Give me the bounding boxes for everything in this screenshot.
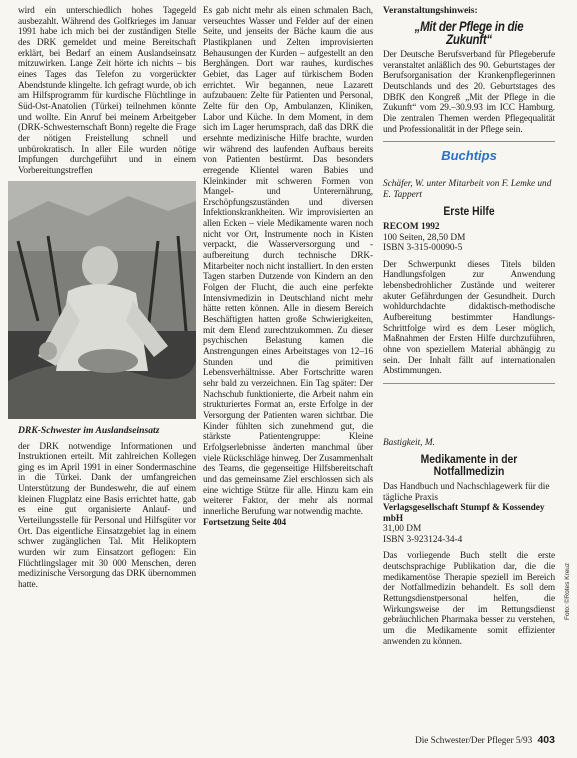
- column-middle: [203, 6, 373, 528]
- photo-illustration: [8, 181, 196, 419]
- event-hint-title: „Mit der Pflege in die Zukunft“: [414, 18, 524, 47]
- body-paragraph: Es gab nicht mehr als einen schmalen Bach, verseuchtes Wasser und Felder auf der einen Seite, und jenseits der Bäche kaum die aus Plastikplanen und Zelten improvisierten Behausungen der Kurden – aufgestellt an den Berghängen. Dort war rauhes, kurdisches Gebiet, das Lager auf türkischem Boden errichtet. Wir begannen, neue Lazarett aufzubauen: Zelte für Patienten und Personal, Zelte für den Op, Ambulanzen, Kliniken, Labor und Küche. In dem Moment, in dem sich im Lager herumsprach, daß das DRK die ersehnte medizinische Hilfe brachte, wurden wir während des laufenden Aufbaus bereits von Patienten bestürmt. Das besonders erregende Klientel waren Babies und Kleinkinder mit schweren Formen von Mangel- und Unterernährung, Erschöpfungszuständen und diversen Infektionskrankheiten. Wir improvisierten an allen Ecken – viele Medikamente waren noch nicht vor Ort, Instrumente noch in Kisten verpackt, die Wasserversorgung und -aufbereitung durch technische DRK-Mitarbeiter noch nicht installiert. In den ersten Tagen starben Dutzende von Kindern an den Folgen der Flucht, die auch eine perfekte Intensivmedizin in Deutschland nicht mehr hätte retten können. Alle in diesem Bereich Beschäftigten hatten große Schwierigkeiten, mit dem Elend zurechtzukommen. Zu dieser psychischen Belastung kamen die Anstrengungen eines Arbeitstages von 12–16 Stunden und die primitiven Lebensverhältnisse. Aber Fortschritte waren sehr bald zu verzeichnen. Ein Tag später: Der Nachschub funktionierte, die Arbeit nahm ein strukturiertes Format an, erste Erfolge in der Versorgung der Patienten waren sichtbar. Die Kinder fühlten sich zunehmend gut, die stärkste Patientengruppe: Kleine Erfolgserlebnisse änderten manchmal über viele Rückschläge hinweg. Der Zusammenhalt des Teams, die gegenseitige Hilfsbereitschaft und das gemeinsame Ziel erschlossen sich als eine wichtige Stütze für alle. Hinzu kam ein weiterer Faktor, der mehr als normal innerliche Berufung war notwendig machte.: [203, 6, 373, 517]
- journal-reference: Die Schwester/Der Pfleger 5/93: [415, 735, 533, 745]
- body-paragraph: der DRK notwendige Informationen und Instruktionen erteilt. Mit zahlreichen Kollegen ging es im April 1991 in einer Sondermaschine in die Türkei. Dank der umfangreichen Unterstützung der Bundeswehr, die auf einem kleinen Flugplatz eine Basis errichtet hatte, gab es eine gut organisierte Anlauf- und Verteilungsstelle für Personal und Hilfsgüter vor Ort. Das eigentliche Einsatzgebiet lag in einem schwer zugänglichen Tal. Mit Helikoptern wurden wir zum Einsatzort geflogen: Ein Flüchtlingslager mit 30 000 Menschen, deren medizinische Versorgung das DRK übernommen hatte.: [18, 441, 196, 591]
- book-details: 100 Seiten, 28,50 DM: [383, 232, 466, 243]
- book-review-1: [383, 179, 555, 377]
- book-authors: Schäfer, W. unter Mitarbeit von F. Lemke und E. Tappert: [383, 179, 552, 200]
- photo-drk-nurse: [8, 181, 196, 419]
- book-title: Erste Hilfe: [443, 206, 495, 219]
- divider: [383, 141, 555, 142]
- photo-credit: Foto: ©Rotes Kreuz: [564, 562, 571, 620]
- book-authors: Bastigkeit, M.: [383, 437, 435, 448]
- photo-caption: DRK-Schwester im Auslandseinsatz: [18, 424, 160, 436]
- book-review-2: [383, 438, 555, 647]
- event-hint-label: Veranstaltungshinweis:: [383, 6, 478, 16]
- book-details: 31,00 DM: [383, 524, 422, 535]
- divider: [383, 383, 555, 384]
- book-review-text: Das vorliegende Buch stellt die erste deutschsprachige Publikation dar, die die medikamentöse Therapie speziell im Bereich der Notfallmedizin behandelt. Es soll dem Rettungsdienstpersonal helfen, die Wirkungsweise der im Rettungsdienst gebräuchlichen Pharmaka besser zu verstehen, um die Medikamente somit effizienter anwenden zu können.: [383, 551, 555, 647]
- book-isbn: ISBN 3-923124-34-4: [383, 534, 463, 545]
- event-hint-text: Der Deutsche Berufsverband für Pflegeberufe veranstaltet anläßlich des 90. Geburtstages der Berufsorganisation der Krankenpflegerinnen Deutschlands und des 20. Geburtstages des DBfK den Kongreß „Mit der Pflege in die Zukunft“ vom 29.–30.9.93 im ICC Hamburg. Die zentralen Themen werden Pflegequalität und Professionalität in der Pflege sein.: [383, 50, 555, 135]
- section-heading-buchtips: Buchtips: [441, 148, 497, 164]
- book-publisher: RECOM 1992: [383, 222, 440, 233]
- body-paragraph: wird ein unterschiedlich hohes Tagegeld ausbezahlt. Während des Golfkrieges im Januar 1991 habe ich mich bei der zuständigen Stelle des DRK gemeldet und meine Bereitschaft erklärt, bei Bedarf an einem Auslandseinsatz mitzuwirken. Lange Zeit hörte ich nichts – bis eines Tages das Telefon zu vorgerückter Abendstunde klingelte. Ich gefragt wurde, ob ich am Hilfsprogramm für kurdische Flüchtlinge in Süd-Ost-Anatolien (Türkei) teilnehmen könnte und wollte. Ein Anruf bei meinem Arbeitgeber (DRK-Schwesternschaft Bonn) regelte die Frage der nötigen Freistellung schnell und unbürokratisch. In aller Eile wurden nötige Impfungen durchgeführt und in einem Vorbereitungstreffen: [18, 6, 196, 176]
- continuation-note: Fortsetzung Seite 404: [203, 517, 287, 528]
- column-right: [383, 6, 555, 647]
- column-left: [18, 6, 196, 591]
- book-review-text: Der Schwerpunkt dieses Titels bilden Handlungsfolgen zur Anwendung lebensbedrohlicher Zustände und weiterer akuter Gefährdungen der Gesundheit. Durch wohldurchdachte didaktisch-methodische Aufbereitung bestimmter Handlungs-Schrittfolge wird es dem Leser möglich, Maßnahmen der Ersten Hilfe durchzuführen, ohne von speziellem Material abhängig zu sein. Der Inhalt fällt auf internationalen Abstimmungen.: [383, 259, 555, 377]
- book-publisher: Verlagsgesellschaft Stumpf & Kossendey mbH: [383, 503, 545, 524]
- book-subtitle: Das Handbuch und Nachschlagewerk für die tägliche Praxis: [383, 482, 550, 503]
- book-isbn: ISBN 3-315-00090-5: [383, 243, 463, 254]
- page-footer: [383, 734, 555, 746]
- page-number: 403: [537, 734, 555, 746]
- book-title: Medikamente in der Notfallmedizin: [420, 454, 518, 479]
